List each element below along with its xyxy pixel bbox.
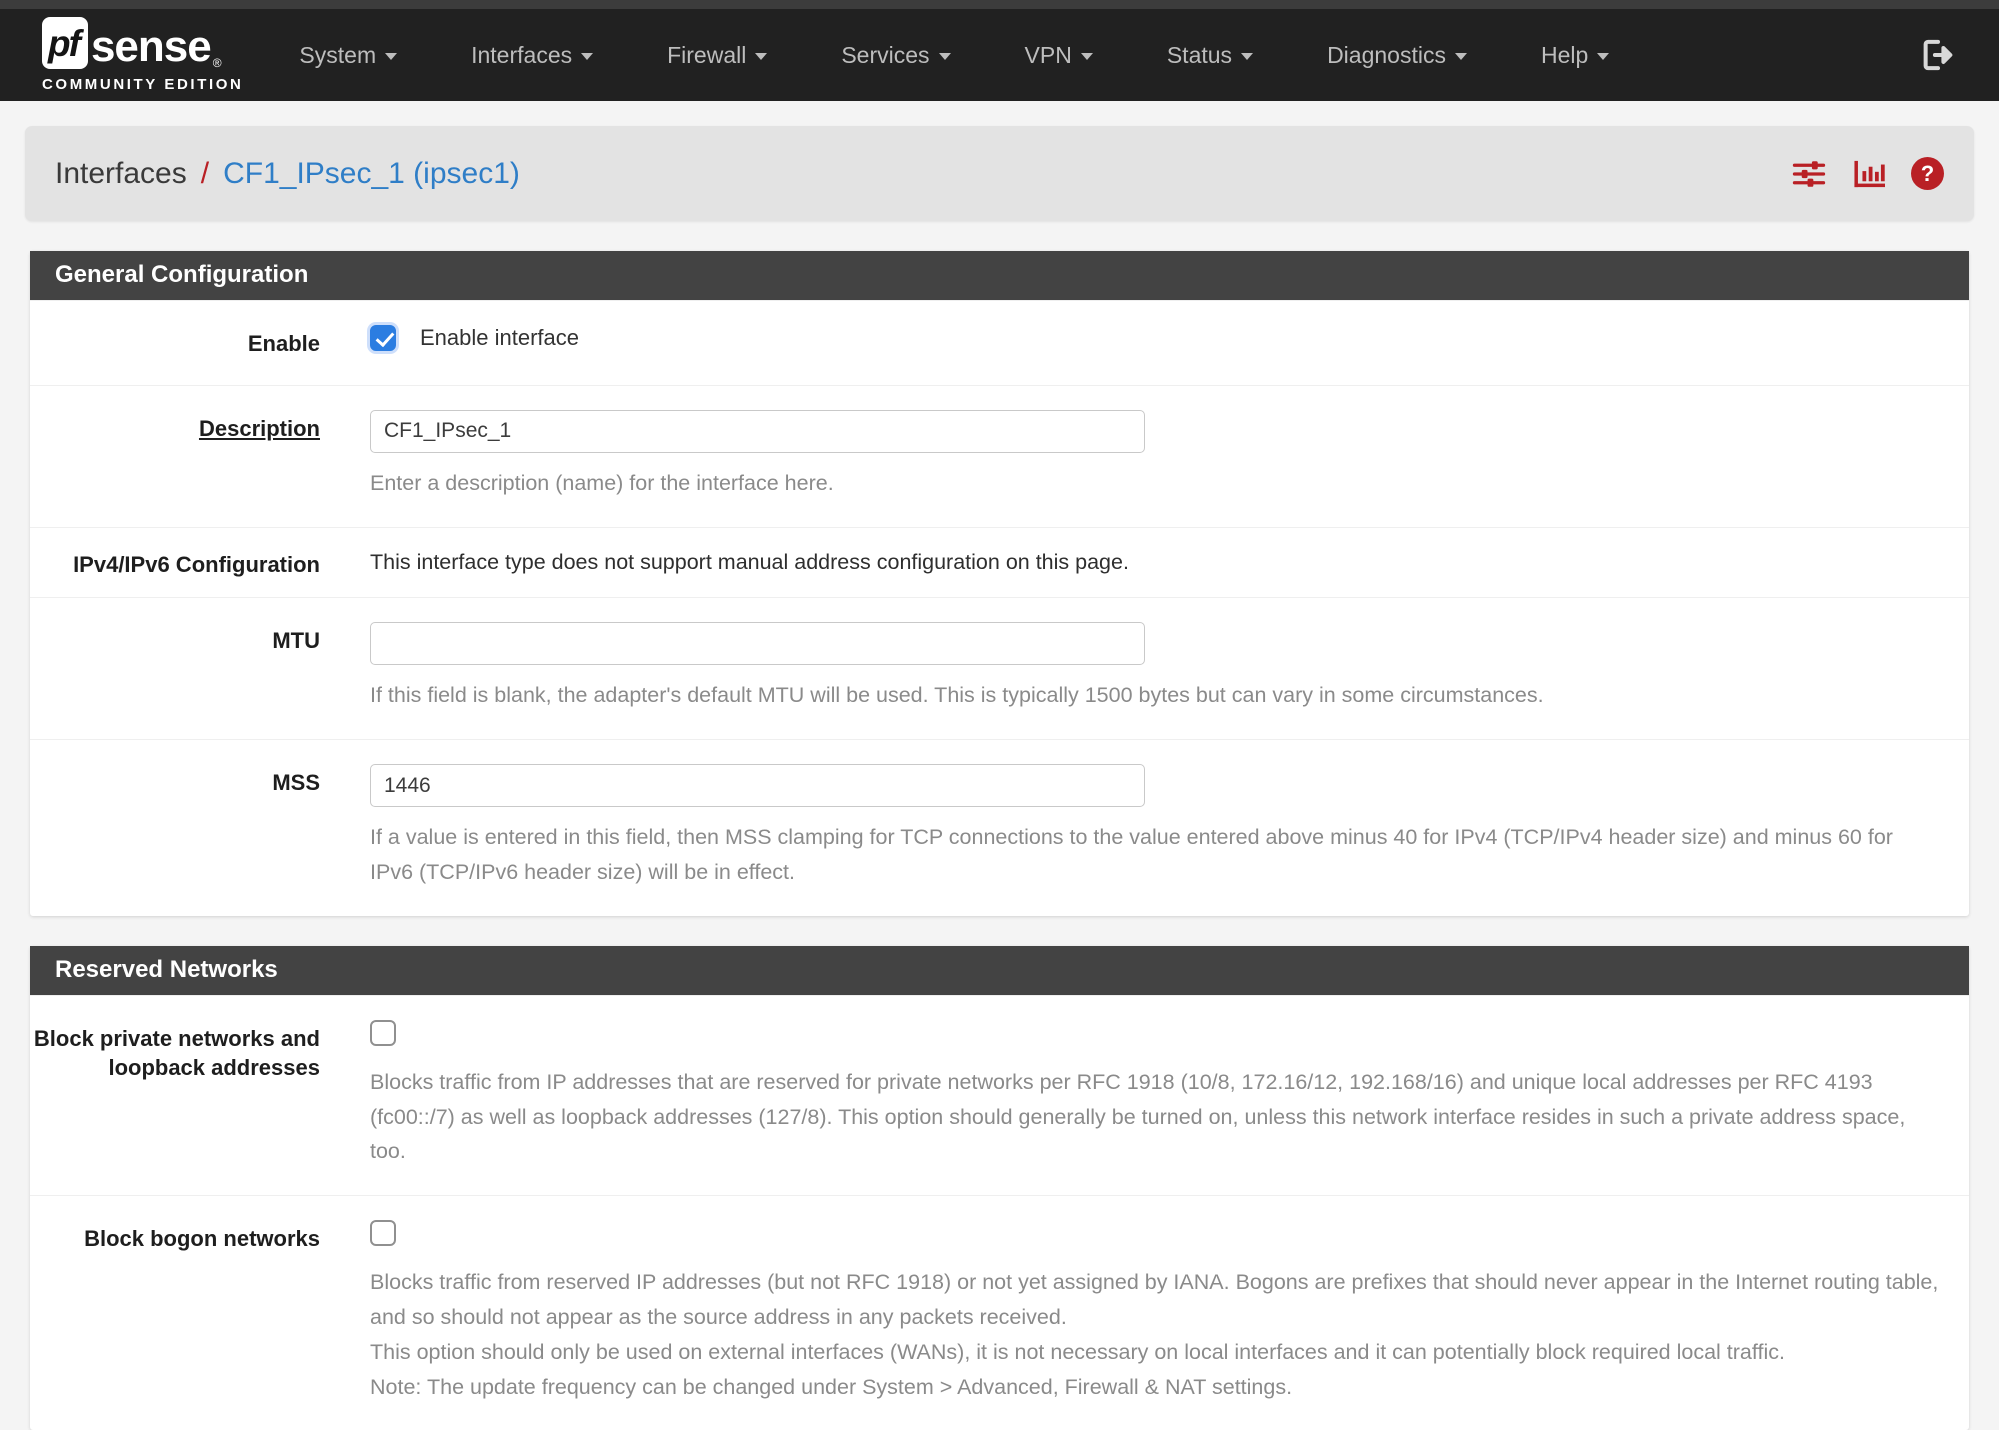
chevron-down-icon (385, 53, 397, 60)
mss-input[interactable] (370, 764, 1145, 807)
ipv4-ipv6-configuration-text: This interface type does not support manual address configuration on this page. (370, 549, 1129, 574)
logo-sense-text: sense (90, 22, 211, 71)
block-private-networks-checkbox[interactable] (370, 1020, 396, 1046)
logo-edition-text: COMMUNITY EDITION (42, 76, 244, 93)
pfsense-logo[interactable] (42, 17, 243, 93)
general-configuration-panel (30, 251, 1969, 916)
nav-item-firewall[interactable]: Firewall (667, 42, 767, 69)
mtu-input[interactable] (370, 622, 1145, 665)
nav-item-system[interactable]: System (299, 42, 397, 69)
breadcrumb-page-link[interactable]: CF1_IPsec_1 (ipsec1) (223, 156, 520, 190)
breadcrumb-section: Interfaces (55, 156, 187, 190)
block-private-networks-help-text: Blocks traffic from IP addresses that are reserved for private networks per RFC 1918 (10/8, 172.16/12, 192.168/16) and unique local addresses per RFC 4193 (fc00::/7) as well as loopback addresses (127/8). This option should generally be turned on, unless this network interface resides in such a private address space, too. (370, 1069, 1906, 1164)
reserved-networks-panel (30, 946, 1969, 1430)
enable-label: Enable (247, 331, 320, 356)
window-top-strip (0, 0, 1999, 9)
mtu-row (30, 597, 1969, 739)
sign-out-icon[interactable] (1919, 38, 1957, 72)
breadcrumb (55, 157, 520, 191)
chevron-down-icon (1241, 53, 1253, 60)
block-private-networks-row (30, 995, 1969, 1195)
description-label: Description (198, 415, 320, 441)
breadcrumb-separator: / (200, 156, 210, 190)
mss-help-text: If a value is entered in this field, then MSS clamping for TCP connections to the value entered above minus 40 for IPv4 (TCP/IPv4 header size) and minus 60 for IPv6 (TCP/IPv6 header size) will be in effect. (370, 825, 1893, 884)
description-row (30, 385, 1969, 527)
breadcrumb-bar (25, 126, 1974, 221)
logo-pf-mark: pf (42, 17, 88, 69)
help-icon[interactable]: ? (1911, 157, 1944, 190)
block-bogon-networks-label: Block bogon networks (84, 1226, 320, 1252)
nav-item-vpn[interactable]: VPN (1025, 42, 1093, 69)
mss-row (30, 739, 1969, 916)
nav-menu (299, 42, 1609, 69)
chevron-down-icon (1597, 53, 1609, 60)
chevron-down-icon (939, 53, 951, 60)
help-line: Note: The update frequency can be changed under System > Advanced, Firewall & NAT settings. (370, 1374, 1293, 1399)
ipv4-ipv6-configuration-label: IPv4/IPv6 Configuration (73, 551, 320, 577)
nav-item-status[interactable]: Status (1167, 42, 1253, 69)
panel-title: General Configuration (30, 251, 1969, 300)
block-bogon-networks-help-text (370, 1265, 1941, 1404)
panel-title: Reserved Networks (30, 946, 1969, 995)
block-private-networks-label: Block private networks and loopback addresses (33, 1025, 320, 1081)
bar-chart-icon[interactable] (1851, 158, 1887, 190)
nav-item-interfaces[interactable]: Interfaces (471, 42, 593, 69)
ipv4-ipv6-configuration-row (30, 527, 1969, 598)
chevron-down-icon (1455, 53, 1467, 60)
mss-label: MSS (272, 770, 320, 796)
chevron-down-icon (581, 53, 593, 60)
chevron-down-icon (755, 53, 767, 60)
mtu-help-text: If this field is blank, the adapter's default MTU will be used. This is typically 1500 bytes but can vary in some circumstances. (370, 683, 1544, 708)
main-navbar (0, 9, 1999, 101)
nav-item-diagnostics[interactable]: Diagnostics (1327, 42, 1467, 69)
mtu-label: MTU (272, 628, 320, 654)
sliders-icon[interactable] (1791, 158, 1827, 190)
enable-row (30, 300, 1969, 385)
block-bogon-networks-checkbox[interactable] (370, 1220, 396, 1246)
nav-item-services[interactable]: Services (841, 42, 950, 69)
description-help-text: Enter a description (name) for the interface here. (370, 470, 834, 495)
help-line: This option should only be used on external interfaces (WANs), it is not necessary on local interfaces and it can potentially block required local traffic. (370, 1339, 1785, 1364)
enable-interface-checkbox-label[interactable]: Enable interface (420, 325, 579, 350)
description-input[interactable] (370, 410, 1145, 453)
nav-item-help[interactable]: Help (1541, 42, 1609, 69)
chevron-down-icon (1081, 53, 1093, 60)
enable-interface-checkbox[interactable] (370, 325, 396, 351)
help-line: Blocks traffic from reserved IP addresses (but not RFC 1918) or not yet assigned by IANA. Bogons are prefixes that should never appear in the Internet routing table, and so should not appear as the source address in any packets received. (370, 1270, 1939, 1329)
block-bogon-networks-row (30, 1195, 1969, 1430)
registered-mark: ® (212, 56, 222, 70)
